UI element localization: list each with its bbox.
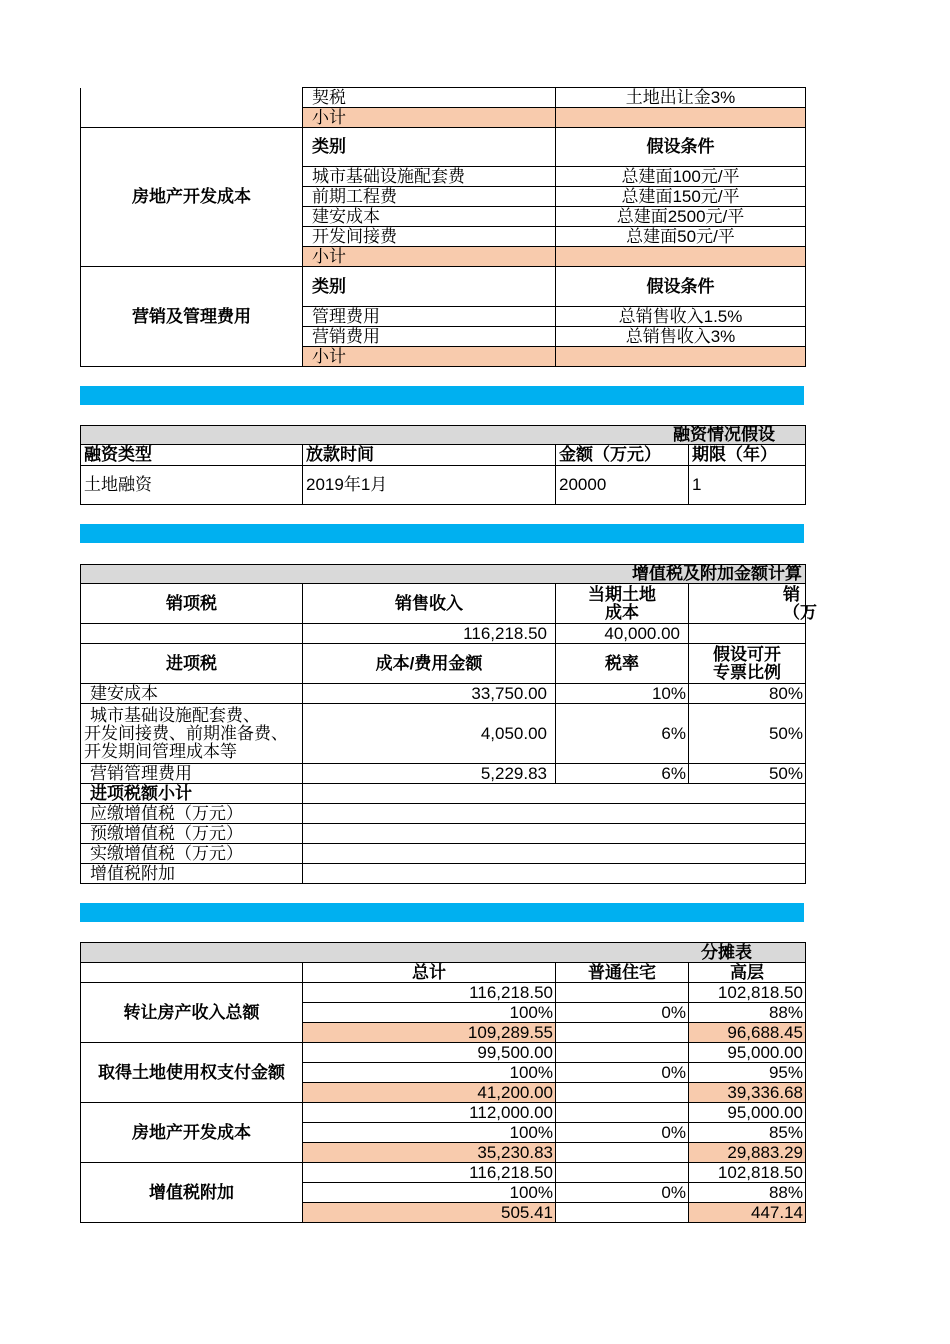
category-header: 类别 [303,267,556,307]
residential-cell [556,1203,689,1223]
summary-label: 预缴增值税（万元） [81,824,303,844]
total-cell: 41,200.00 [303,1083,556,1103]
header-row [81,584,806,624]
ratio-header [689,644,806,684]
total-cell: 116,218.50 [303,1163,556,1183]
disbursement-cell: 2019年1月 [303,466,556,505]
term-cell: 1 [689,466,806,505]
high-rise-cell: 102,818.50 [689,983,806,1003]
high-rise-cell: 95,000.00 [689,1043,806,1063]
subtotal-label: 小计 [303,347,556,367]
table-row [81,624,806,644]
high-rise-cell: 88% [689,1003,806,1023]
financing-type-header: 融资类型 [81,445,303,466]
blank-cell [81,963,303,983]
total-cell: 100% [303,1123,556,1143]
disbursement-header: 放款时间 [303,445,556,466]
high-rise-cell: 85% [689,1123,806,1143]
residential-cell [556,1083,689,1103]
section-divider-bar [80,524,804,543]
condition-cell: 总建面50元/平 [556,227,806,247]
rate-cell: 6% [556,764,689,784]
residential-cell: 0% [556,1123,689,1143]
table-title: 分摊表 [81,943,806,963]
total-cell: 505.41 [303,1203,556,1223]
total-cell: 35,230.83 [303,1143,556,1163]
category-cell: 管理费用 [303,307,556,327]
group-title: 房地产开发成本 [81,128,303,267]
rate-cell: 10% [556,684,689,704]
category-cell: 前期工程费 [303,187,556,207]
amount-cell: 5,229.83 [303,764,556,784]
section-divider-bar [80,903,804,922]
residential-cell [556,1143,689,1163]
header-row [81,267,806,307]
section-divider-bar [80,386,804,405]
deed-tax-row [81,88,806,108]
condition-cell: 总销售收入1.5% [556,307,806,327]
item-name-line: 城市基础设施配套费、 [90,705,260,725]
table-row [81,764,806,784]
high-rise-cell: 39,336.68 [689,1083,806,1103]
land-cost-header [556,584,689,624]
header-row [81,128,806,167]
title-row [81,565,806,584]
blank-cell [81,624,303,644]
summary-row [81,804,806,824]
condition-cell: 总销售收入3% [556,327,806,347]
blank-merged-cell [303,844,806,864]
output-tax-amount-header [689,584,817,624]
residential-cell: 0% [556,1183,689,1203]
blank-merged-cell [303,784,806,804]
financing-section [80,425,805,505]
table-row [81,1043,806,1063]
group-title: 营销及管理费用 [81,267,303,367]
table-row [81,684,806,704]
header-row [81,445,806,466]
title-row [81,426,806,445]
high-rise-cell: 95% [689,1063,806,1083]
blank-merged-cell [303,824,806,844]
high-rise-cell: 102,818.50 [689,1163,806,1183]
table-row [81,466,806,505]
amount-header: 金额（万元） [556,445,689,466]
high-rise-cell: 88% [689,1183,806,1203]
summary-label: 应缴增值税（万元） [81,804,303,824]
condition-header: 假设条件 [556,128,806,167]
amount-header: 成本/费用金额 [303,644,556,684]
residential-cell [556,983,689,1003]
sales-revenue-cell: 116,218.50 [303,624,556,644]
high-rise-header: 高层 [689,963,806,983]
total-cell: 100% [303,1003,556,1023]
category-cell: 契税 [303,88,556,108]
category-cell: 建安成本 [303,207,556,227]
land-cost-cell: 40,000.00 [556,624,689,644]
condition-cell: 土地出让金3% [556,88,806,108]
amount-cell: 4,050.00 [303,704,556,764]
header-line: 销 [783,584,800,604]
condition-cell: 总建面2500元/平 [556,207,806,227]
subtotal-label: 小计 [303,108,556,128]
subtotal-value-cell [556,347,806,367]
blank-cell [689,624,806,644]
rate-cell: 6% [556,704,689,764]
item-name-line: 开发间接费、前期准备费、 [84,723,288,743]
residential-cell [556,1023,689,1043]
residential-cell [556,1103,689,1123]
summary-row [81,824,806,844]
subtotal-value-cell [556,247,806,267]
summary-row [81,844,806,864]
table-row [81,1163,806,1183]
financing-type-cell: 土地融资 [81,466,303,505]
sales-revenue-header: 销售收入 [303,584,556,624]
header-row [81,963,806,983]
high-rise-cell: 95,000.00 [689,1103,806,1123]
residential-cell [556,1163,689,1183]
header-line: 专票比例 [713,662,781,682]
total-cell: 100% [303,1063,556,1083]
total-cell: 112,000.00 [303,1103,556,1123]
table-title: 增值税及附加金额计算 [81,565,806,584]
group-label: 增值税附加 [81,1163,303,1223]
vat-table [80,564,817,884]
subtotal-row [81,784,806,804]
ratio-cell: 80% [689,684,806,704]
group-label: 转让房产收入总额 [81,983,303,1043]
blank-merged-cell [303,804,806,824]
rate-header: 税率 [556,644,689,684]
category-header: 类别 [303,128,556,167]
input-tax-label: 进项税 [81,644,303,684]
header-line: 当期土地 [588,584,656,604]
cost-assumptions-table [80,87,806,367]
amount-cell: 33,750.00 [303,684,556,704]
header-line: （万 [783,602,817,622]
total-header: 总计 [303,963,556,983]
header-line: 成本 [605,602,639,622]
allocation-table [80,942,806,1223]
item-name-cell: 建安成本 [81,684,303,704]
total-cell: 116,218.50 [303,983,556,1003]
financing-table [80,425,806,505]
merged-blank-cell [81,88,303,128]
allocation-section [80,942,805,1223]
blank-merged-cell [303,864,806,884]
vat-section [80,564,817,884]
header-row [81,644,806,684]
group-label: 房地产开发成本 [81,1103,303,1163]
category-cell: 开发间接费 [303,227,556,247]
table-row [81,983,806,1003]
condition-header: 假设条件 [556,267,806,307]
total-cell: 100% [303,1183,556,1203]
residential-header: 普通住宅 [556,963,689,983]
subtotal-value-cell [556,108,806,128]
group-label: 取得土地使用权支付金额 [81,1043,303,1103]
summary-row [81,864,806,884]
residential-cell: 0% [556,1063,689,1083]
table-title: 融资情况假设 [81,426,806,445]
high-rise-cell: 447.14 [689,1203,806,1223]
category-cell: 城市基础设施配套费 [303,167,556,187]
term-header: 期限（年） [689,445,806,466]
cost-assumptions-section [80,87,805,367]
amount-cell: 20000 [556,466,689,505]
category-cell: 营销费用 [303,327,556,347]
high-rise-cell: 96,688.45 [689,1023,806,1043]
title-row [81,943,806,963]
item-name-cell [81,704,303,764]
subtotal-label: 小计 [303,247,556,267]
table-row [81,704,806,764]
item-name-cell: 营销管理费用 [81,764,303,784]
summary-label: 实缴增值税（万元） [81,844,303,864]
total-cell: 99,500.00 [303,1043,556,1063]
item-name-line: 开发期间管理成本等 [84,741,237,761]
total-cell: 109,289.55 [303,1023,556,1043]
table-row [81,1103,806,1123]
ratio-cell: 50% [689,764,806,784]
condition-cell: 总建面100元/平 [556,167,806,187]
input-tax-subtotal-label: 进项税额小计 [81,784,303,804]
high-rise-cell: 29,883.29 [689,1143,806,1163]
condition-cell: 总建面150元/平 [556,187,806,207]
summary-label: 增值税附加 [81,864,303,884]
header-line: 假设可开 [713,644,781,664]
output-tax-label: 销项税 [81,584,303,624]
ratio-cell: 50% [689,704,806,764]
residential-cell: 0% [556,1003,689,1023]
residential-cell [556,1043,689,1063]
